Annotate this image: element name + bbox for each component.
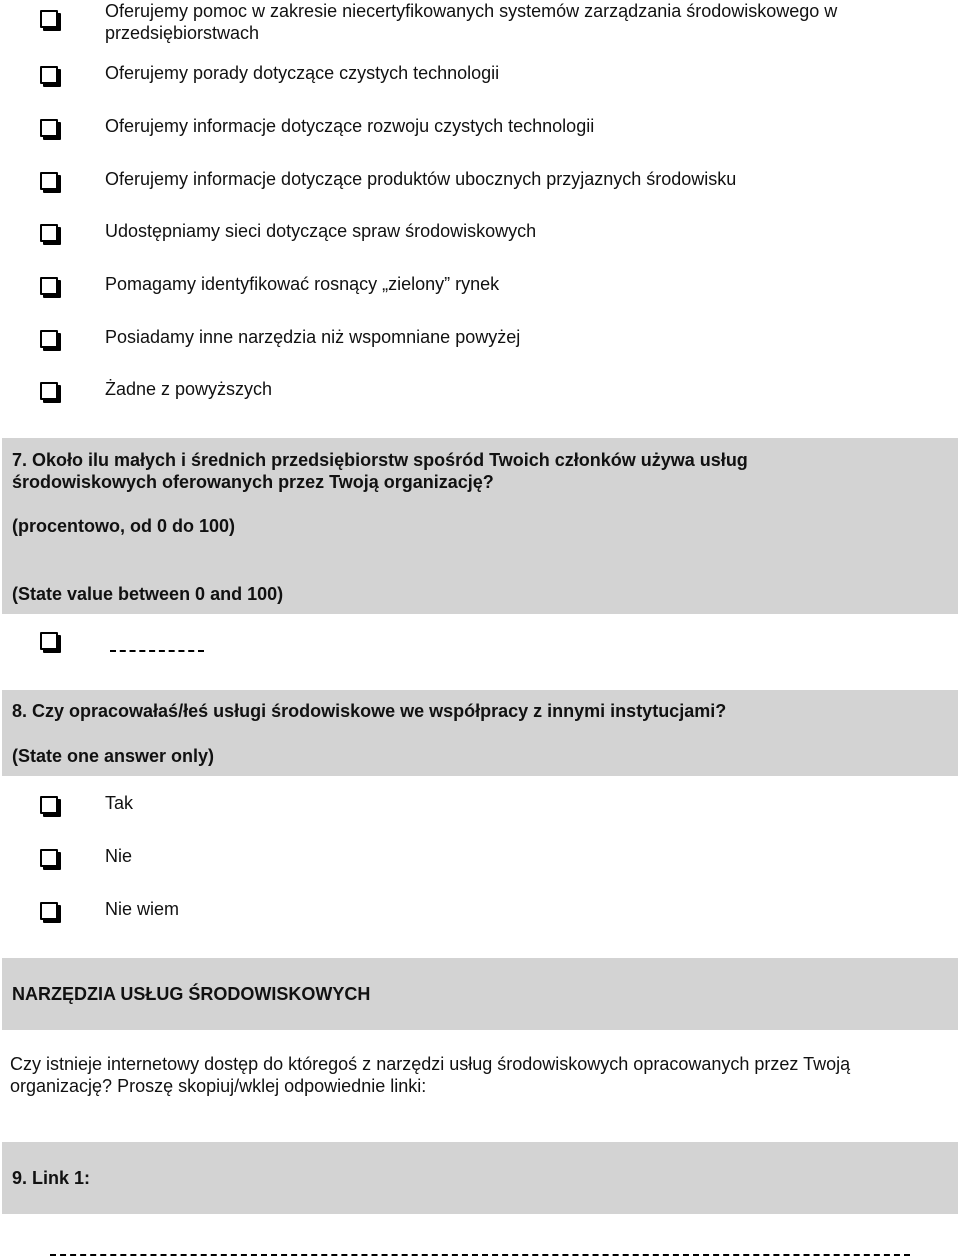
option-label: Tak [105,793,134,813]
option-label: Oferujemy porady dotyczące czystych technologii [105,63,500,83]
option-q6-7[interactable] [0,326,960,356]
checkbox-icon[interactable] [40,796,58,814]
q7-answer-blank[interactable] [110,650,204,652]
question-7-hint-pl: (procentowo, od 0 do 100) [12,516,236,536]
checkbox-icon[interactable] [40,10,58,28]
question-8-hint: (State one answer only) [12,746,215,766]
option-q6-1[interactable] [0,0,960,43]
checkbox-icon[interactable] [40,66,58,84]
option-label: Pomagamy identyfikować rosnący „zielony” rynek [105,274,500,294]
checkbox-icon[interactable] [40,172,58,190]
question-7-band [2,438,958,614]
checkbox-icon[interactable] [40,119,58,137]
option-q6-5[interactable] [0,220,960,250]
q7-answer[interactable] [0,628,960,658]
checkbox-icon[interactable] [40,849,58,867]
checkbox-icon[interactable] [40,382,58,400]
option-label: Nie wiem [105,899,180,919]
option-label: Nie [105,846,133,866]
checkbox-icon[interactable] [40,277,58,295]
option-q6-4[interactable] [0,168,960,198]
option-q8-nie[interactable] [0,845,960,875]
question-8-text: 8. Czy opracowałaś/łeś usługi środowiskowe we współpracy z innymi instytucjami? [12,701,727,721]
question-9-label: 9. Link 1: [12,1168,91,1188]
question-9-band [2,1142,958,1214]
link-1-answer-blank[interactable] [50,1254,910,1256]
question-8-band [2,690,958,776]
option-label: Udostępniamy sieci dotyczące spraw środowiskowych [105,221,537,241]
option-label: Oferujemy informacje dotyczące rozwoju czystych technologii [105,116,595,136]
option-q6-2[interactable] [0,62,960,92]
question-7-line1: 7. Około ilu małych i średnich przedsiębiorstw spośród Twoich członków używa usług [12,450,748,470]
checkbox-icon[interactable] [40,902,58,920]
option-label: Żadne z powyższych [105,379,273,399]
option-q6-8[interactable] [0,378,960,408]
option-q8-nie-wiem[interactable] [0,898,960,928]
option-q6-3[interactable] [0,115,960,145]
question-7-line2: środowiskowych oferowanych przez Twoją organizację? [12,472,494,492]
checkbox-icon[interactable] [40,632,58,650]
option-q8-tak[interactable] [0,792,960,822]
section-header-band [2,958,958,1030]
option-label: Posiadamy inne narzędzia niż wspomniane powyżej [105,327,521,347]
section-intro-line2: organizację? Proszę skopiuj/wklej odpowiednie linki: [10,1076,427,1096]
question-7-hint-en: (State value between 0 and 100) [12,584,284,604]
option-label: Oferujemy pomoc w zakresie niecertyfikowanych systemów zarządzania środowiskowego w przedsiębiorstwach [105,1,838,43]
option-label: Oferujemy informacje dotyczące produktów ubocznych przyjaznych środowisku [105,169,737,189]
checkbox-icon[interactable] [40,224,58,242]
option-q6-6[interactable] [0,273,960,303]
checkbox-icon[interactable] [40,330,58,348]
section-title: NARZĘDZIA USŁUG ŚRODOWISKOWYCH [12,984,371,1004]
section-intro-line1: Czy istnieje internetowy dostęp do któregoś z narzędzi usług środowiskowych opracowanych przez Twoją [10,1054,851,1074]
